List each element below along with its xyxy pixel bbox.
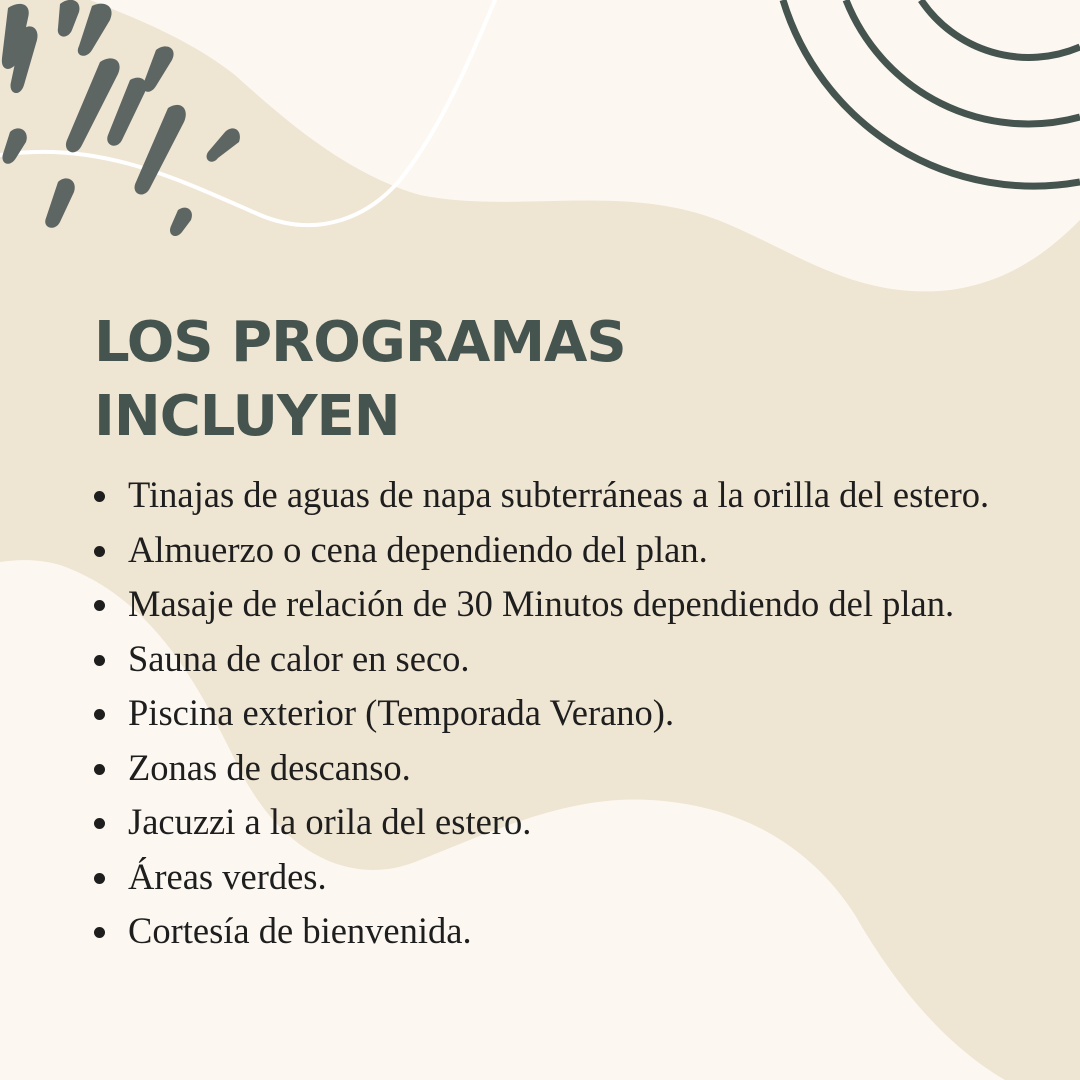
list-item: Cortesía de bienvenida. xyxy=(92,904,989,959)
concentric-arcs xyxy=(783,0,1080,186)
list-item: Jacuzzi a la orila del estero. xyxy=(92,795,989,850)
list-item: Piscina exterior (Temporada Verano). xyxy=(92,686,989,741)
title-line-2: INCLUYEN xyxy=(94,384,400,449)
list-item: Sauna de calor en seco. xyxy=(92,632,989,687)
title-line-1: LOS PROGRAMAS xyxy=(94,310,626,375)
list-item: Áreas verdes. xyxy=(92,850,989,905)
features-list xyxy=(92,468,989,959)
page-title xyxy=(94,306,626,454)
list-item: Almuerzo o cena dependiendo del plan. xyxy=(92,523,989,578)
list-item: Masaje de relación de 30 Minutos dependiendo del plan. xyxy=(92,577,989,632)
list-item: Tinajas de aguas de napa subterráneas a la orilla del estero. xyxy=(92,468,989,523)
list-item: Zonas de descanso. xyxy=(92,741,989,796)
